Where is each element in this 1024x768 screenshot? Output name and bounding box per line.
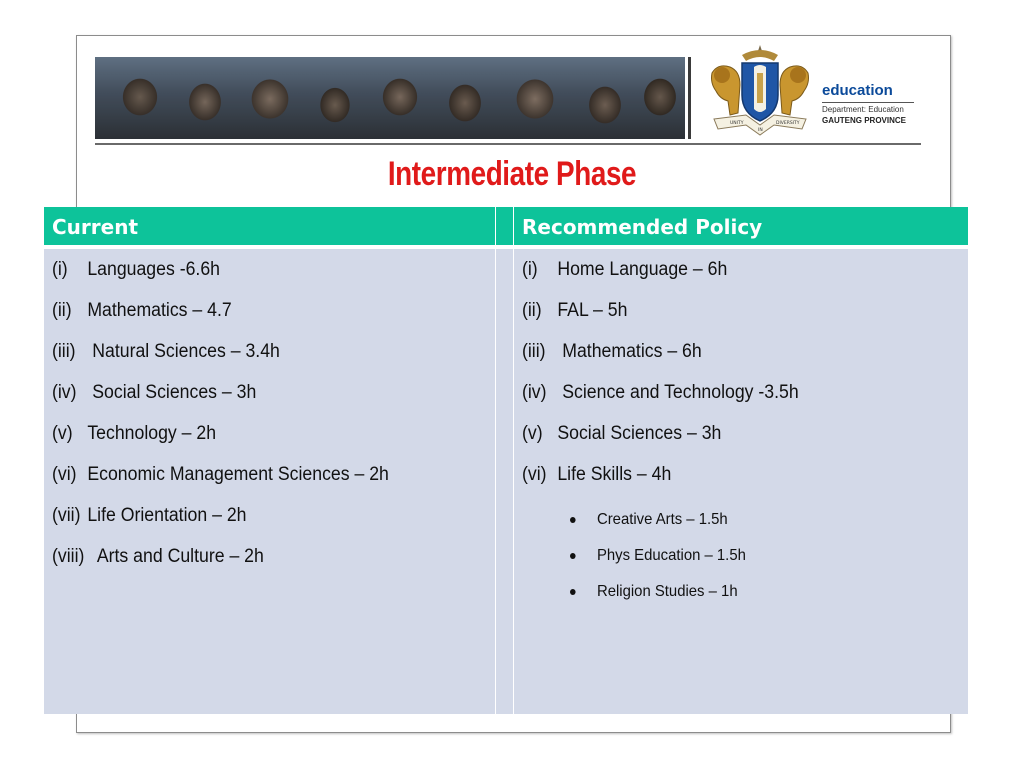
header-banner: [95, 57, 921, 145]
crest-motto-right: DIVERSITY: [776, 121, 800, 126]
list-item: [522, 464, 931, 505]
crest-motto-mid: IN: [758, 128, 763, 133]
list-item: [522, 259, 931, 300]
item-text: FAL – 5h: [557, 300, 628, 321]
item-number: (vi): [522, 464, 547, 485]
sub-item-text: Creative Arts – 1.5h: [596, 511, 728, 528]
page-title: Intermediate Phase: [387, 155, 637, 193]
list-item: [52, 464, 458, 505]
sub-list-item: [570, 502, 746, 538]
sub-list-item: [570, 574, 746, 610]
list-item: [52, 341, 458, 382]
list-item: [52, 259, 458, 300]
header-separator: [496, 245, 513, 249]
bullet-icon: [570, 517, 576, 523]
education-logo: [822, 83, 922, 126]
list-item: [52, 423, 458, 464]
list-item: [522, 300, 931, 341]
item-text: Economic Management Sciences – 2h: [87, 464, 389, 485]
item-number: (v): [52, 423, 73, 444]
header-separator: [44, 245, 495, 249]
list-item: [522, 423, 931, 464]
crest-motto-left: UNITY: [730, 121, 744, 126]
coat-of-arms-icon: [702, 43, 818, 139]
recommended-column: [514, 207, 968, 714]
bullet-icon: [570, 553, 576, 559]
list-item: [522, 382, 931, 423]
item-number: (iii): [522, 341, 546, 362]
item-text: Science and Technology -3.5h: [557, 382, 799, 403]
item-text: Home Language – 6h: [557, 259, 728, 280]
header-separator: [514, 245, 968, 249]
logo-underline: [822, 102, 914, 103]
item-number: (vii): [52, 505, 81, 526]
item-number: (vi): [52, 464, 77, 485]
current-column: [44, 207, 495, 714]
item-text: Social Sciences – 3h: [557, 423, 722, 444]
spacer-column: [495, 207, 514, 714]
item-text: Life Skills – 4h: [557, 464, 672, 485]
sub-item-text: Phys Education – 1.5h: [596, 547, 746, 564]
list-item: [52, 382, 458, 423]
spacer-heading: [496, 207, 513, 245]
item-number: (i): [52, 259, 68, 280]
item-number: (ii): [522, 300, 542, 321]
comparison-table: [44, 207, 968, 714]
item-number: (iv): [52, 382, 77, 403]
item-number: (v): [522, 423, 543, 444]
recommended-heading: Recommended Policy: [514, 207, 968, 245]
list-item: [522, 341, 931, 382]
education-wordmark: education: [822, 82, 893, 99]
banner-rule: [95, 143, 921, 145]
item-text: Social Sciences – 3h: [87, 382, 257, 403]
item-number: (viii): [52, 546, 85, 567]
life-skills-sublist: [570, 502, 759, 610]
children-photo: [95, 57, 685, 139]
item-number: (i): [522, 259, 538, 280]
item-text: Natural Sciences – 3.4h: [87, 341, 280, 362]
list-item: [52, 546, 458, 587]
bullet-icon: [570, 589, 576, 595]
item-number: (iii): [52, 341, 76, 362]
item-text: Mathematics – 4.7: [87, 300, 232, 321]
list-item: [52, 505, 458, 546]
list-item: [52, 300, 458, 341]
item-number: (ii): [52, 300, 72, 321]
item-text: Technology – 2h: [87, 423, 217, 444]
item-number: (iv): [522, 382, 547, 403]
item-text: Mathematics – 6h: [557, 341, 702, 362]
banner-divider: [688, 57, 691, 139]
province-label: GAUTENG PROVINCE: [822, 116, 907, 125]
sub-item-text: Religion Studies – 1h: [596, 583, 738, 600]
item-text: Languages -6.6h: [87, 259, 220, 280]
current-list: [52, 259, 489, 587]
sub-list-item: [570, 538, 746, 574]
recommended-list: [522, 259, 962, 505]
item-text: Life Orientation – 2h: [87, 505, 247, 526]
item-text: Arts and Culture – 2h: [92, 546, 264, 567]
current-heading: Current: [44, 207, 495, 245]
department-label: Department: Education: [822, 105, 904, 114]
